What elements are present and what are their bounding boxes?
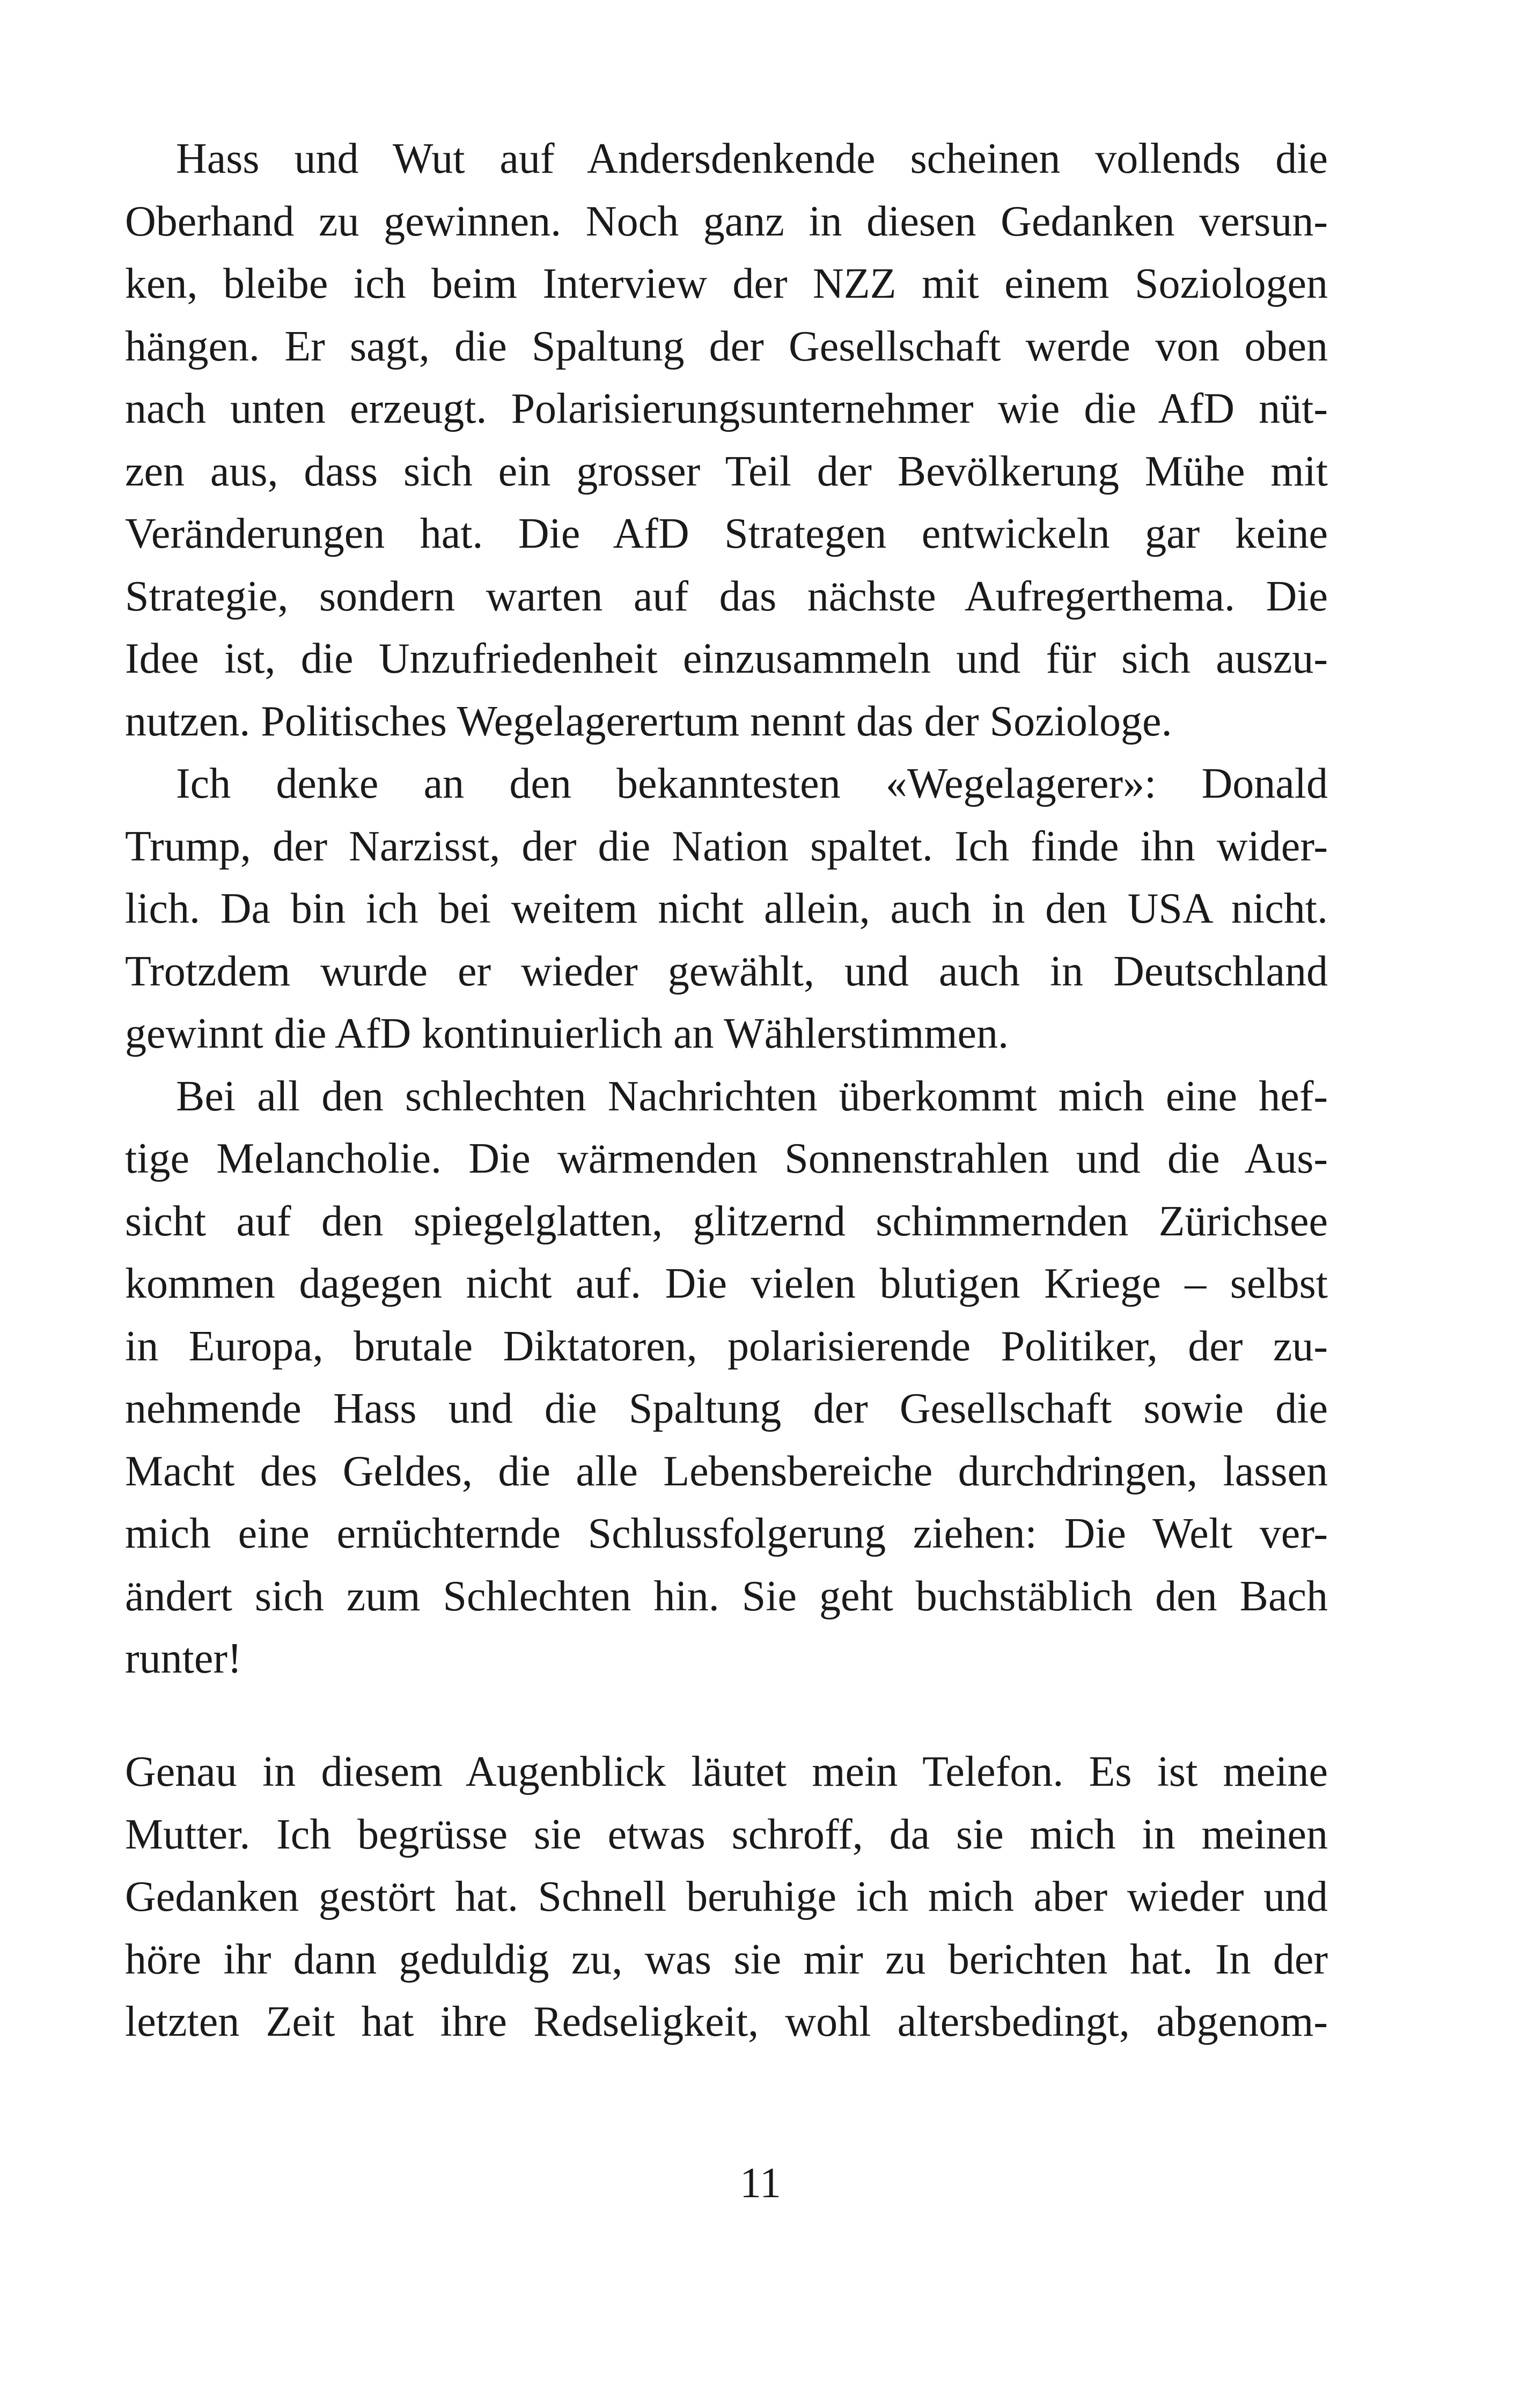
text-line: in Europa, brutale Diktatoren, polarisierende Politiker, der zu- — [125, 1322, 1328, 1370]
paragraph-4 — [125, 1741, 1328, 2053]
text-line: Idee ist, die Unzufriedenheit einzusammeln und für sich auszu- — [125, 635, 1328, 682]
text-line: ändert sich zum Schlechten hin. Sie geht buchstäblich den Bach — [125, 1572, 1328, 1620]
text-line: Mutter. Ich begrüsse sie etwas schroff, da sie mich in meinen — [125, 1810, 1328, 1858]
text-line: Oberhand zu gewinnen. Noch ganz in diesen Gedanken versun- — [125, 197, 1328, 245]
text-line: ken, bleibe ich beim Interview der NZZ mit einem Soziologen — [125, 260, 1328, 307]
text-line: Trotzdem wurde er wieder gewählt, und auch in Deutschland — [125, 947, 1328, 995]
text-line: gewinnt die AfD kontinuierlich an Wählerstimmen. — [125, 1010, 1009, 1057]
paragraph-3 — [125, 1065, 1328, 1690]
text-section-2 — [125, 1741, 1328, 2053]
text-line: mich eine ernüchternde Schlussfolgerung ziehen: Die Welt ver- — [125, 1510, 1328, 1557]
text-line: nach unten erzeugt. Polarisierungsunternehmer wie die AfD nüt- — [125, 385, 1328, 432]
text-line: kommen dagegen nicht auf. Die vielen blutigen Kriege – selbst — [125, 1260, 1328, 1307]
paragraph-1 — [125, 128, 1328, 753]
text-line: nehmende Hass und die Spaltung der Gesellschaft sowie die — [125, 1385, 1328, 1432]
text-line: Veränderungen hat. Die AfD Strategen entwickeln gar keine — [125, 510, 1328, 557]
text-line: Bei all den schlechten Nachrichten überkommt mich eine hef- — [176, 1072, 1328, 1120]
paragraph-2 — [125, 753, 1328, 1065]
text-line: Strategie, sondern warten auf das nächste Aufregerthema. Die — [125, 572, 1328, 620]
text-line: letzten Zeit hat ihre Redseligkeit, wohl altersbedingt, abgenom- — [125, 1998, 1328, 2045]
text-line: tige Melancholie. Die wärmenden Sonnenstrahlen und die Aus- — [125, 1135, 1328, 1182]
text-line: zen aus, dass sich ein grosser Teil der Bevölkerung Mühe mit — [125, 447, 1328, 495]
text-section-1 — [125, 128, 1328, 1690]
page-number: 11 — [739, 2160, 782, 2207]
text-line: Genau in diesem Augenblick läutet mein Telefon. Es ist meine — [125, 1748, 1328, 1795]
text-line: nutzen. Politisches Wegelagerertum nennt das der Soziologe. — [125, 697, 1172, 745]
text-line: Macht des Geldes, die alle Lebensbereiche durchdringen, lassen — [125, 1447, 1328, 1495]
text-line: höre ihr dann geduldig zu, was sie mir zu berichten hat. In der — [125, 1935, 1328, 1983]
text-line: sicht auf den spiegelglatten, glitzernd schimmernden Zürichsee — [125, 1197, 1328, 1245]
text-line: lich. Da bin ich bei weitem nicht allein, auch in den USA nicht. — [125, 885, 1328, 932]
text-line: hängen. Er sagt, die Spaltung der Gesellschaft werde von oben — [125, 322, 1328, 370]
text-line: runter! — [125, 1635, 242, 1682]
text-line: Hass und Wut auf Andersdenkende scheinen vollends die — [176, 135, 1328, 182]
text-line: Ich denke an den bekanntesten «Wegelagerer»: Donald — [176, 760, 1328, 807]
text-line: Gedanken gestört hat. Schnell beruhige ich mich aber wieder und — [125, 1873, 1328, 1920]
text-line: Trump, der Narzisst, der die Nation spaltet. Ich finde ihn wider- — [125, 822, 1328, 870]
